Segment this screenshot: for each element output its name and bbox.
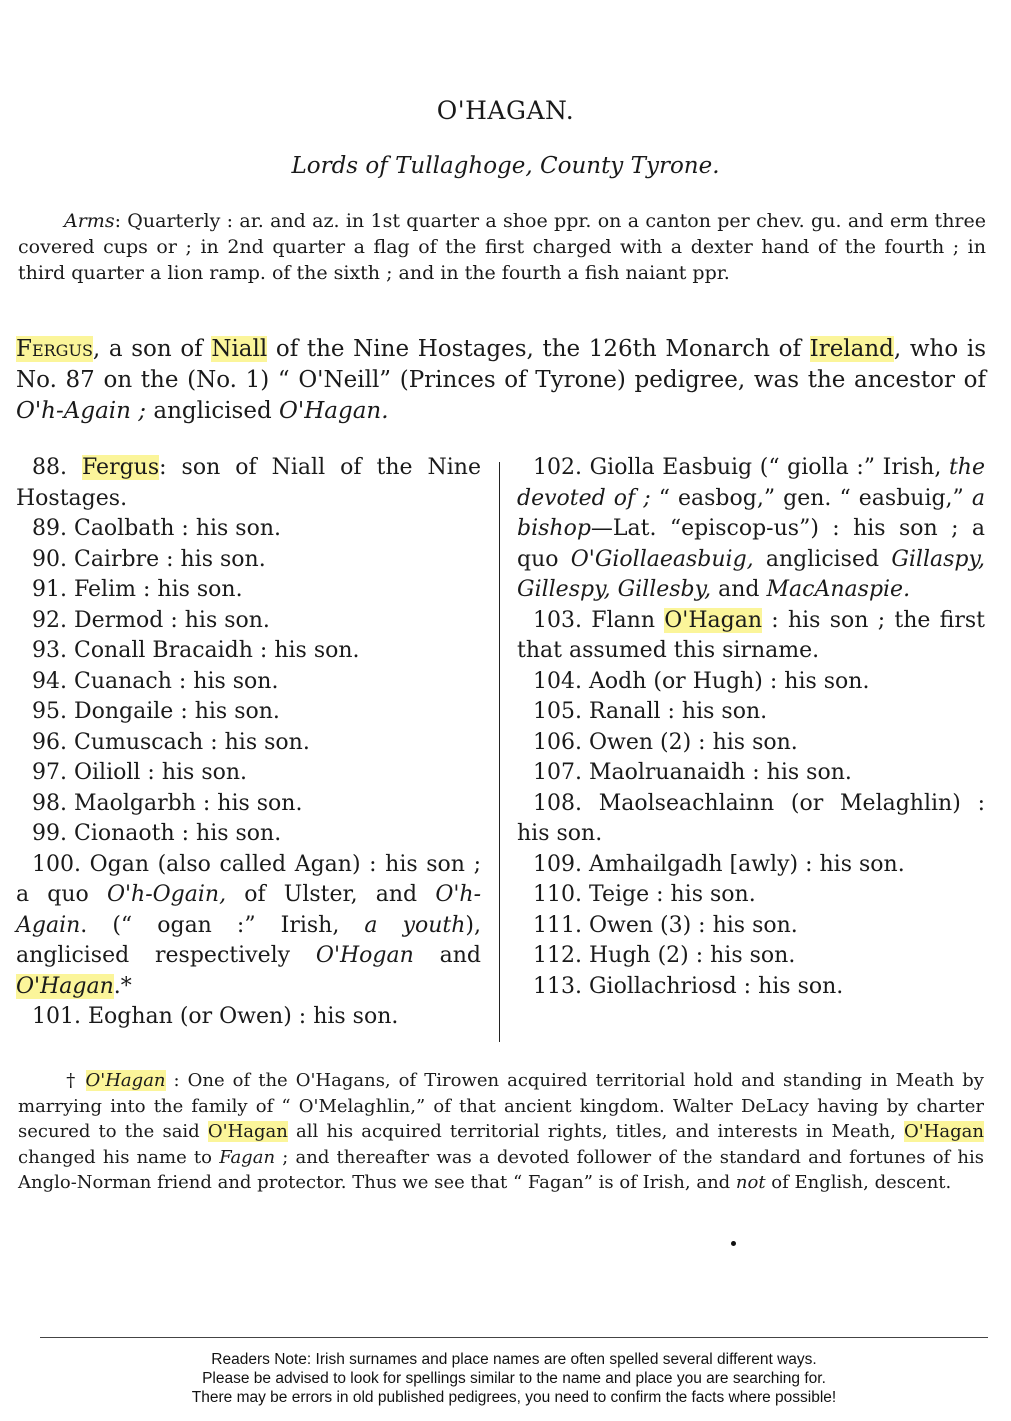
pedigree-entry-98 bbox=[16, 789, 481, 820]
intro-name-niall: Niall bbox=[211, 336, 268, 362]
pedigree-entry-95 bbox=[16, 697, 481, 728]
page-subtitle: Lords of Tullaghoge, County Tyrone. bbox=[291, 153, 720, 179]
pedigree-entry-88 bbox=[16, 453, 481, 514]
entry-italic: the devoted of ; bbox=[517, 455, 985, 511]
entry-text: 110. Teige : his son. bbox=[533, 882, 756, 907]
footnote-text: changed his name to bbox=[18, 1146, 220, 1168]
footnote-text: of English, descent. bbox=[765, 1172, 952, 1193]
entry-text: ), anglicised respectively bbox=[16, 912, 481, 968]
readers-note-rule bbox=[40, 1337, 988, 1338]
intro-ohagain: O'h-Again ; bbox=[16, 398, 147, 424]
pedigree-entry-91 bbox=[16, 575, 481, 606]
entry-name-ohagan: O'Hagan bbox=[664, 607, 763, 633]
entry-text: .* bbox=[113, 973, 132, 999]
readers-note-line-1: Readers Note: Irish surnames and place names are often spelled several different ways. bbox=[211, 1351, 817, 1368]
entry-text: and bbox=[413, 943, 481, 968]
entry-text: anglicised bbox=[753, 546, 892, 572]
pedigree-entry-101 bbox=[16, 1002, 481, 1033]
pedigree-entry-99 bbox=[16, 819, 481, 850]
entry-italic: O'h-Again bbox=[16, 882, 481, 938]
footnote-text: ; and thereafter was a devoted follower of the standard and fortunes of his Anglo-Norman friend and protector. Thus we see that “ Fagan” is of Irish, and bbox=[18, 1146, 984, 1193]
pedigree-entry-89 bbox=[16, 514, 481, 545]
entry-text: 109. Amhailgadh [awly) : his son. bbox=[533, 851, 905, 877]
entry-text: 98. Maolgarbh : his son. bbox=[32, 790, 303, 816]
column-divider bbox=[499, 462, 500, 1042]
intro-text-1: , a son of bbox=[92, 336, 212, 362]
footnote-text: : One of the O'Hagans, of Tirowen acquired territorial hold and standing in Meath by marrying into the family of “ O'Melaghlin,” of that ancient kingdom. Walter DeLacy having by charter secured to the said bbox=[18, 1070, 984, 1142]
entry-number: 88. bbox=[32, 455, 67, 480]
footnote-paragraph bbox=[18, 1068, 984, 1196]
pedigree-entry-92 bbox=[16, 606, 481, 637]
readers-note-line-2: Please be advised to look for spellings similar to the name and place you are searching for. bbox=[202, 1370, 826, 1387]
entry-text: : his son ; the first that assumed this sirname. bbox=[517, 607, 985, 663]
entry-text: 107. Maolruanaidh : his son. bbox=[533, 760, 852, 785]
entry-text: 101. Eoghan (or Owen) : his son. bbox=[32, 1004, 399, 1029]
entry-italic: O'Hogan bbox=[315, 943, 414, 968]
footnote-name-ohagan: O'Hagan bbox=[904, 1121, 984, 1142]
pedigree-entry-90 bbox=[16, 545, 481, 576]
entry-italic: a bishop bbox=[517, 485, 985, 541]
entry-text: 103. Flann bbox=[533, 607, 665, 633]
pedigree-entry-102 bbox=[517, 453, 985, 606]
intro-name-ireland: Ireland bbox=[809, 336, 894, 362]
entry-text: and bbox=[711, 577, 767, 602]
entry-text: 100. Ogan (also called Agan) : his son ; a quo bbox=[16, 851, 481, 907]
entry-text: . (“ ogan :” Irish, bbox=[80, 912, 365, 938]
pedigree-entry-106 bbox=[517, 728, 985, 759]
footnote-text: all his acquired territorial rights, titles, and interests in Meath, bbox=[287, 1121, 905, 1142]
pedigree-entry-96 bbox=[16, 728, 481, 759]
intro-name-fergus: Fergus bbox=[16, 336, 93, 362]
arms-paragraph bbox=[18, 208, 986, 286]
entry-text: 90. Cairbre : his son. bbox=[32, 546, 266, 572]
intro-text-4: anglicised bbox=[146, 398, 280, 424]
page-title: O'HAGAN. bbox=[436, 96, 575, 125]
entry-text: “ easbog,” gen. “ easbuig,” bbox=[650, 485, 972, 511]
pedigree-entry-108 bbox=[517, 789, 985, 850]
entry-text: 106. Owen (2) : his son. bbox=[533, 729, 798, 755]
pedigree-entry-94 bbox=[16, 667, 481, 698]
footnote-italic: Fagan bbox=[219, 1146, 276, 1168]
readers-note-line-3: There may be errors in old published pedigrees, you need to confirm the facts where possible! bbox=[191, 1389, 837, 1406]
pedigree-entry-97 bbox=[16, 758, 481, 789]
pedigree-entry-103 bbox=[517, 606, 985, 667]
pedigree-entry-100 bbox=[16, 850, 481, 1003]
ink-dot bbox=[731, 1241, 736, 1246]
pedigree-left-column bbox=[16, 453, 481, 1033]
entry-text: 96. Cumuscach : his son. bbox=[32, 729, 310, 755]
readers-note bbox=[40, 1350, 988, 1407]
footnote-italic: not bbox=[735, 1172, 766, 1193]
entry-text: 91. Felim : his son. bbox=[32, 577, 243, 602]
pedigree-entry-105 bbox=[517, 697, 985, 728]
entry-italic: a youth bbox=[364, 912, 466, 938]
footnote-mark: † bbox=[66, 1070, 78, 1091]
arms-text: : Quarterly : ar. and az. in 1st quarter a shoe ppr. on a canton per chev. gu. and erm three covered cups or ; in 2nd quarter a flag of the first charged with a dexter hand of the fourth ; in third quarter a lion ramp. of the sixth ; and in the fourth a fish naiant ppr. bbox=[18, 210, 986, 284]
entry-text: 99. Cionaoth : his son. bbox=[32, 821, 282, 846]
entry-text: 105. Ranall : his son. bbox=[533, 699, 768, 724]
entry-italic: O'Giollaeasbuig, bbox=[570, 546, 754, 572]
footnote-name-ohagan: O'Hagan bbox=[207, 1121, 288, 1142]
arms-label: Arms bbox=[64, 210, 115, 232]
entry-name-ohagan: O'Hagan bbox=[16, 973, 114, 999]
footnote-name-ohagan: O'Hagan bbox=[85, 1070, 166, 1091]
entry-text: 104. Aodh (or Hugh) : his son. bbox=[533, 668, 870, 694]
pedigree-right-column bbox=[517, 453, 985, 1002]
pedigree-entry-93 bbox=[16, 636, 481, 667]
intro-text-3: , who is No. 87 on the (No. 1) “ O'Neill” (Princes of Tyrone) pedigree, was the ancestor of bbox=[16, 336, 986, 393]
intro-paragraph bbox=[16, 334, 986, 427]
entry-text: 111. Owen (3) : his son. bbox=[533, 912, 798, 938]
entry-text: 89. Caolbath : his son. bbox=[32, 516, 282, 541]
entry-text: —Lat. “episcop-us”) : his son ; a quo bbox=[517, 516, 985, 572]
entry-text: 95. Dongaile : his son. bbox=[32, 699, 280, 724]
entry-italic: Gillaspy, Gillespy, Gillesby, bbox=[517, 546, 985, 602]
entry-text: 92. Dermod : his son. bbox=[32, 607, 270, 633]
entry-text: 108. Maolseachlainn (or Melaghlin) : his son. bbox=[517, 790, 985, 846]
entry-text: 113. Giollachriosd : his son. bbox=[533, 973, 844, 999]
entry-text: 102. Giolla Easbuig (“ giolla :” Irish, bbox=[533, 455, 949, 480]
entry-text: of Ulster, and bbox=[226, 882, 436, 907]
pedigree-entry-104 bbox=[517, 667, 985, 698]
intro-text-2: of the Nine Hostages, the 126th Monarch of bbox=[267, 336, 810, 362]
pedigree-entry-112 bbox=[517, 941, 985, 972]
intro-ohagan: O'Hagan. bbox=[279, 398, 389, 424]
entry-text: 93. Conall Bracaidh : his son. bbox=[32, 638, 360, 663]
entry-text: : son of Niall of the Nine Hostages. bbox=[16, 455, 481, 511]
entry-text: 97. Oilioll : his son. bbox=[32, 760, 248, 785]
pedigree-entry-111 bbox=[517, 911, 985, 942]
pedigree-entry-113 bbox=[517, 972, 985, 1003]
pedigree-entry-107 bbox=[517, 758, 985, 789]
pedigree-entry-109 bbox=[517, 850, 985, 881]
entry-text: 94. Cuanach : his son. bbox=[32, 668, 279, 694]
pedigree-entry-110 bbox=[517, 880, 985, 911]
entry-text: 112. Hugh (2) : his son. bbox=[533, 943, 796, 968]
entry-italic: MacAnaspie. bbox=[766, 577, 911, 602]
entry-italic: O'h-Ogain, bbox=[106, 882, 227, 907]
entry-name-fergus: Fergus bbox=[82, 455, 160, 480]
